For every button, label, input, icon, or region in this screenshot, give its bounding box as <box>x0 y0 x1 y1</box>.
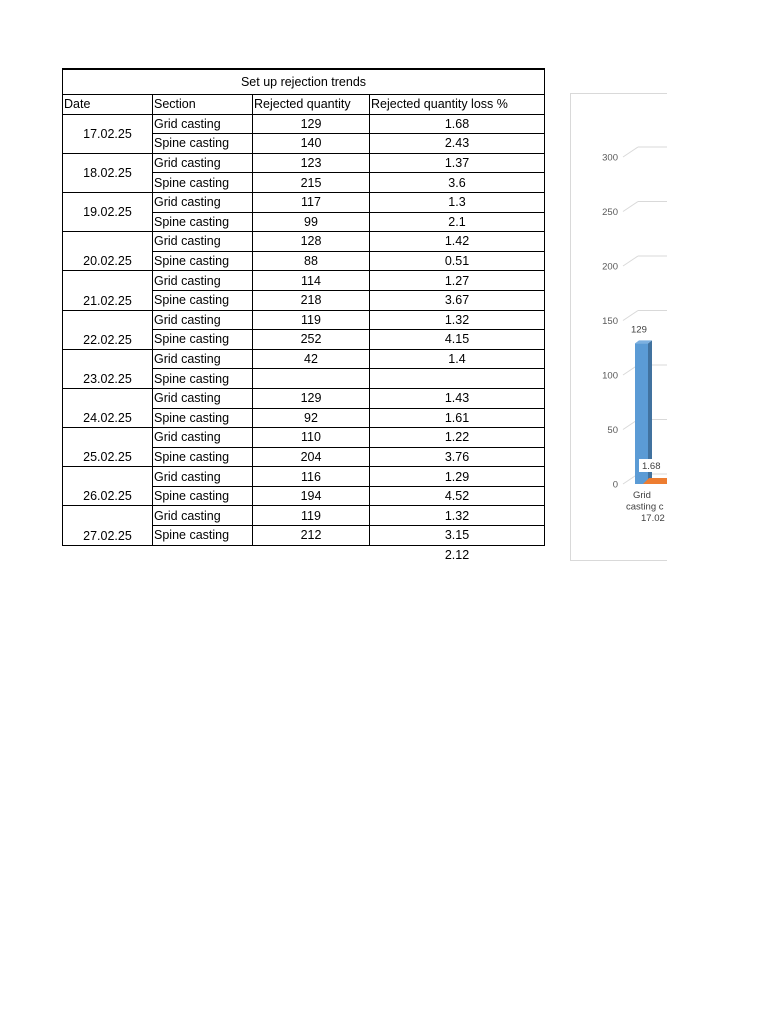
rejected-quantity-cell[interactable]: 99 <box>253 212 370 232</box>
section-cell[interactable]: Grid casting <box>153 192 253 212</box>
section-cell[interactable]: Spine casting <box>153 290 253 310</box>
section-cell[interactable]: Spine casting <box>153 408 253 428</box>
section-cell[interactable]: Spine casting <box>153 526 253 546</box>
loss-percent-cell[interactable]: 1.3 <box>370 192 545 212</box>
rejected-quantity-cell[interactable]: 204 <box>253 447 370 467</box>
section-cell[interactable]: Grid casting <box>153 428 253 448</box>
date-cell[interactable]: 26.02.25 <box>63 467 153 506</box>
header-rejected-quantity[interactable]: Rejected quantity <box>253 95 370 115</box>
header-section[interactable]: Section <box>153 95 253 115</box>
x-category-label: Grid <box>633 490 651 501</box>
loss-percent-cell[interactable]: 1.68 <box>370 114 545 134</box>
date-cell[interactable]: 21.02.25 <box>63 271 153 310</box>
rejected-quantity-cell[interactable]: 119 <box>253 506 370 526</box>
section-cell[interactable]: Grid casting <box>153 310 253 330</box>
rejected-quantity-cell[interactable]: 123 <box>253 153 370 173</box>
table-row <box>63 349 545 369</box>
loss-percent-cell[interactable]: 3.6 <box>370 173 545 193</box>
y-tick-label: 250 <box>602 207 618 218</box>
table-title[interactable]: Set up rejection trends <box>63 69 545 95</box>
rejected-quantity-cell[interactable]: 114 <box>253 271 370 291</box>
section-cell[interactable]: Spine casting <box>153 330 253 350</box>
gridline-depth <box>623 147 638 157</box>
loss-percent-cell[interactable]: 1.22 <box>370 428 545 448</box>
rejected-quantity-cell[interactable]: 119 <box>253 310 370 330</box>
section-cell[interactable]: Spine casting <box>153 369 253 389</box>
table-row <box>63 153 545 173</box>
date-cell[interactable]: 25.02.25 <box>63 428 153 467</box>
table-title-row <box>63 69 545 95</box>
rejected-quantity-cell[interactable]: 215 <box>253 173 370 193</box>
y-tick-label: 0 <box>612 479 618 491</box>
loss-percent-cell[interactable]: 4.52 <box>370 486 545 506</box>
rejected-quantity-cell[interactable]: 88 <box>253 251 370 271</box>
empty-cell[interactable] <box>153 545 253 564</box>
section-cell[interactable]: Spine casting <box>153 251 253 271</box>
loss-percent-cell[interactable]: 3.15 <box>370 526 545 546</box>
rejected-quantity-cell[interactable]: 110 <box>253 428 370 448</box>
x-category-label: 17.02 <box>641 513 665 524</box>
section-cell[interactable]: Spine casting <box>153 447 253 467</box>
rejected-quantity-cell[interactable]: 92 <box>253 408 370 428</box>
loss-percent-cell[interactable]: 1.27 <box>370 271 545 291</box>
loss-percent-cell[interactable]: 1.37 <box>370 153 545 173</box>
section-cell[interactable]: Spine casting <box>153 134 253 154</box>
loss-percent-cell[interactable]: 0.51 <box>370 251 545 271</box>
loss-percent-cell[interactable]: 2.1 <box>370 212 545 232</box>
table-body <box>63 114 545 564</box>
table-row <box>63 428 545 448</box>
section-cell[interactable]: Spine casting <box>153 212 253 232</box>
table-row <box>63 271 545 291</box>
date-cell[interactable]: 17.02.25 <box>63 114 153 153</box>
header-date[interactable]: Date <box>63 95 153 115</box>
y-tick-label: 300 <box>602 152 618 164</box>
rejected-quantity-cell[interactable]: 129 <box>253 388 370 408</box>
date-cell[interactable]: 19.02.25 <box>63 192 153 231</box>
loss-percent-cell[interactable]: 3.67 <box>370 290 545 310</box>
y-tick-label: 50 <box>607 425 618 436</box>
rejected-quantity-cell[interactable] <box>253 369 370 389</box>
table-row <box>63 388 545 408</box>
table-row <box>63 506 545 526</box>
empty-cell[interactable] <box>63 545 153 564</box>
section-cell[interactable]: Grid casting <box>153 232 253 252</box>
table-row <box>63 192 545 212</box>
average-loss-cell[interactable]: 2.12 <box>444 547 470 562</box>
y-tick-label: 200 <box>602 261 618 273</box>
rejected-quantity-cell[interactable]: 117 <box>253 192 370 212</box>
table-row <box>63 114 545 134</box>
header-rejected-loss[interactable]: Rejected quantity loss % <box>370 95 545 115</box>
date-cell[interactable]: 20.02.25 <box>63 232 153 271</box>
y-tick-label: 150 <box>602 316 618 327</box>
loss-percent-cell[interactable]: 1.43 <box>370 388 545 408</box>
gridline-depth <box>623 202 638 212</box>
data-label-loss: 1.68 <box>642 461 661 472</box>
rejection-table <box>62 68 545 564</box>
loss-percent-cell[interactable] <box>370 369 545 389</box>
average-row <box>63 545 545 564</box>
loss-percent-cell[interactable]: 3.76 <box>370 447 545 467</box>
section-cell[interactable]: Grid casting <box>153 271 253 291</box>
gridline-depth <box>623 256 638 266</box>
table-header-row <box>63 95 545 115</box>
loss-percent-cell[interactable]: 1.42 <box>370 232 545 252</box>
table-row <box>63 232 545 252</box>
bar-chart <box>571 94 667 560</box>
rejected-quantity-cell[interactable]: 140 <box>253 134 370 154</box>
section-cell[interactable]: Grid casting <box>153 467 253 487</box>
gridline-depth <box>623 311 638 321</box>
loss-percent-cell[interactable]: 1.32 <box>370 506 545 526</box>
section-cell[interactable]: Grid casting <box>153 506 253 526</box>
rejected-quantity-cell[interactable]: 128 <box>253 232 370 252</box>
loss-percent-cell[interactable]: 1.61 <box>370 408 545 428</box>
section-cell[interactable]: Grid casting <box>153 349 253 369</box>
section-cell[interactable]: Grid casting <box>153 388 253 408</box>
chart-panel[interactable] <box>570 93 667 561</box>
loss-percent-cell[interactable]: 4.15 <box>370 330 545 350</box>
table-row <box>63 310 545 330</box>
data-label-quantity: 129 <box>631 324 647 336</box>
loss-percent-cell[interactable]: 1.4 <box>370 349 545 369</box>
loss-percent-cell[interactable]: 2.43 <box>370 134 545 154</box>
section-cell[interactable]: Grid casting <box>153 153 253 173</box>
rejected-quantity-cell[interactable]: 218 <box>253 290 370 310</box>
x-category-label: casting c <box>626 501 664 513</box>
date-cell[interactable]: 24.02.25 <box>63 388 153 427</box>
loss-percent-cell[interactable]: 1.32 <box>370 310 545 330</box>
loss-percent-cell[interactable]: 1.29 <box>370 467 545 487</box>
section-cell[interactable]: Grid casting <box>153 114 253 134</box>
rejected-quantity-cell[interactable]: 116 <box>253 467 370 487</box>
date-cell[interactable]: 18.02.25 <box>63 153 153 192</box>
empty-cell[interactable] <box>253 545 370 564</box>
y-tick-label: 100 <box>602 370 618 382</box>
rejected-quantity-cell[interactable]: 212 <box>253 526 370 546</box>
rejected-quantity-cell[interactable]: 42 <box>253 349 370 369</box>
rejected-quantity-cell[interactable]: 194 <box>253 486 370 506</box>
date-cell[interactable]: 22.02.25 <box>63 310 153 349</box>
table-row <box>63 467 545 487</box>
rejected-quantity-cell[interactable]: 252 <box>253 330 370 350</box>
section-cell[interactable]: Spine casting <box>153 173 253 193</box>
date-cell[interactable]: 27.02.25 <box>63 506 153 545</box>
rejected-quantity-cell[interactable]: 129 <box>253 114 370 134</box>
section-cell[interactable]: Spine casting <box>153 486 253 506</box>
date-cell[interactable]: 23.02.25 <box>63 349 153 388</box>
